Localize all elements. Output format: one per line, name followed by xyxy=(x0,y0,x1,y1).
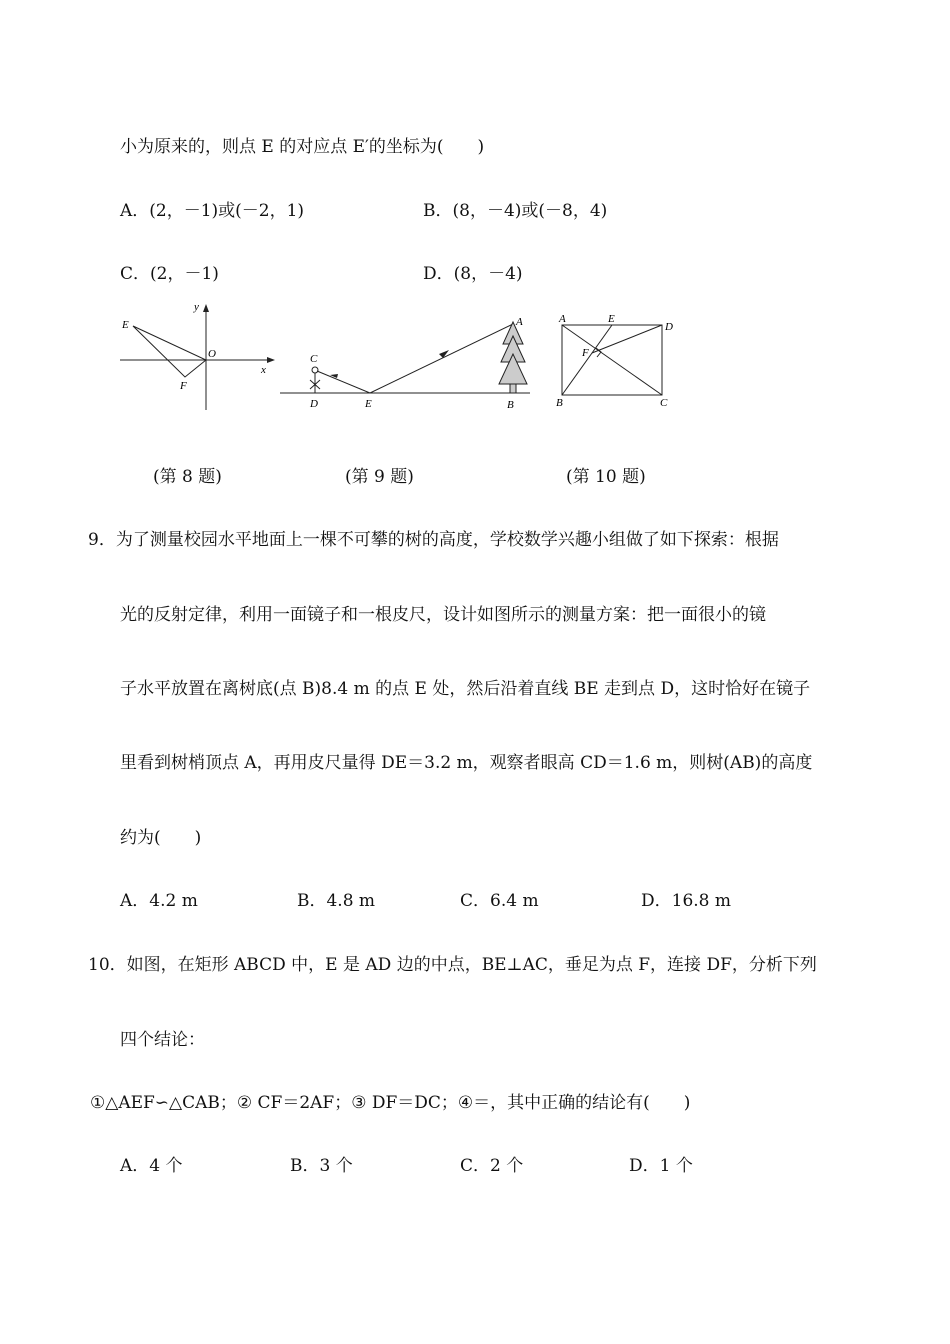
label-d: D xyxy=(665,321,673,333)
light-ray-ae xyxy=(370,324,513,393)
label-y: y xyxy=(194,301,199,313)
q10-option-a: A．4 个 xyxy=(120,1156,183,1176)
x-axis-arrow xyxy=(267,357,275,363)
label-f: F xyxy=(582,347,589,359)
label-c: C xyxy=(660,397,668,409)
figure-9-caption: (第 9 题) xyxy=(345,467,414,487)
label-d: D xyxy=(310,398,318,410)
label-a: A xyxy=(559,313,566,325)
label-e: E xyxy=(608,313,615,325)
q9-text-line: 光的反射定律，利用一面镜子和一根皮尺，设计如图所示的测量方案：把一面很小的镜 xyxy=(120,605,766,625)
label-f: F xyxy=(180,380,187,392)
label-e: E xyxy=(365,398,372,410)
q8-option-d: D．(8，－4) xyxy=(423,264,523,284)
y-axis-arrow xyxy=(203,304,209,312)
q10-text-line: ①△AEF∽△CAB；② CF＝2AF；③ DF＝DC；④＝，其中正确的结论有( ) xyxy=(90,1093,691,1113)
segment-be xyxy=(562,325,612,395)
q9-text-line: 里看到树梢顶点 A，再用皮尺量得 DE＝3.2 m，观察者眼高 CD＝1.6 m，则树(AB)的高度 xyxy=(120,753,813,773)
q10-text-line: 10．如图，在矩形 ABCD 中，E 是 AD 边的中点，BE⊥AC，垂足为点 F，连接 DF，分析下列 xyxy=(88,955,817,975)
light-ray-ec xyxy=(317,371,370,393)
q9-option-c: C．6.4 m xyxy=(460,891,539,911)
q8-option-c: C．(2，－1) xyxy=(120,264,219,284)
q9-option-b: B．4.8 m xyxy=(297,891,376,911)
q8-option-b: B．(8，－4)或(－8，4) xyxy=(423,201,608,221)
q8-option-a: A．(2，－1)或(－2，1) xyxy=(120,201,305,221)
label-a: A xyxy=(516,316,523,328)
diagonal-ac xyxy=(562,325,662,395)
q10-option-c: C．2 个 xyxy=(460,1156,524,1176)
figure-8 xyxy=(115,300,275,415)
q9-text-line: 子水平放置在离树底(点 B)8.4 m 的点 E 处，然后沿着直线 BE 走到点 D，这时恰好在镜子 xyxy=(120,679,811,699)
tree xyxy=(499,322,527,393)
q9-text-line: 9．为了测量校园水平地面上一棵不可攀的树的高度，学校数学兴趣小组做了如下探索：根据 xyxy=(88,530,779,550)
label-o: O xyxy=(208,348,216,360)
q8-text-line: 小为原来的，则点 E 的对应点 E′的坐标为( ) xyxy=(120,137,485,157)
figure-9 xyxy=(275,312,540,412)
q10-option-d: D．1 个 xyxy=(629,1156,693,1176)
q9-option-a: A．4.2 m xyxy=(120,891,198,911)
label-e: E xyxy=(122,319,129,331)
figure-8-caption: (第 8 题) xyxy=(153,467,222,487)
triangle-oef xyxy=(133,326,206,377)
q10-option-b: B．3 个 xyxy=(290,1156,353,1176)
figure-10-caption: (第 10 题) xyxy=(566,467,646,487)
figure-10 xyxy=(552,308,682,413)
label-b: B xyxy=(507,399,514,411)
observer-eye xyxy=(312,367,318,373)
label-x: x xyxy=(261,364,266,376)
label-c: C xyxy=(310,353,318,365)
q10-text-line: 四个结论： xyxy=(120,1030,205,1050)
q9-option-d: D．16.8 m xyxy=(641,891,732,911)
label-b: B xyxy=(556,397,563,409)
q9-text-line: 约为( ) xyxy=(120,828,202,848)
